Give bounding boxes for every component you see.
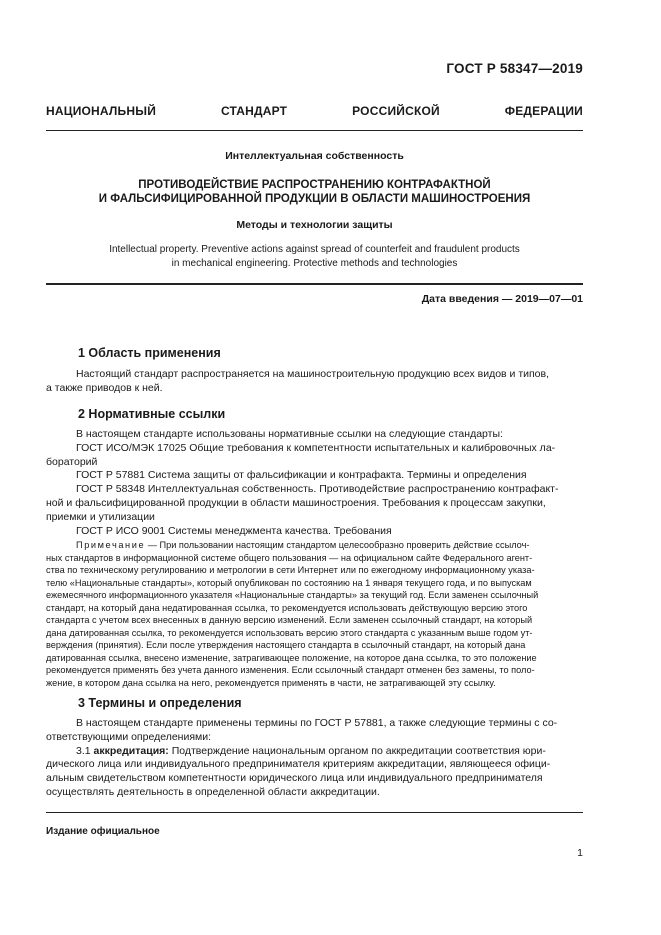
- text-line: ГОСТ ИСО/МЭК 17025 Общие требования к компетентности испытательных и калибровочных ла-: [76, 441, 556, 454]
- text-line: В настоящем стандарте использованы нормативные ссылки на следующие стандарты:: [76, 428, 503, 440]
- header-divider: [46, 130, 583, 131]
- text-line: а также приводов к ней.: [46, 381, 163, 394]
- document-subtitle: Методы и технологии защиты: [236, 219, 393, 231]
- term-name: аккредитация:: [93, 744, 169, 757]
- topic-heading: Интеллектуальная собственность: [225, 150, 404, 162]
- section-3-body: [46, 717, 583, 800]
- note-label: Примечание: [76, 540, 146, 550]
- section-1-heading: 1 Область применения: [78, 346, 221, 360]
- english-title: [46, 243, 583, 270]
- note-line: ства по техническому регулированию и метрологии в сети Интернет или по ежегодному информационному указа-: [46, 565, 535, 575]
- note-line: телю «Национальные стандарты», который опубликован по состоянию на 1 января текущего года, и по выпускам: [46, 577, 532, 588]
- note-line: верждения (принятия). Если после утверждения настоящего стандарта в ссылочный стандарт, на который дана: [46, 640, 526, 650]
- footer-divider: [46, 812, 583, 813]
- term-definition-text: Подтверждение национальным органом по аккредитации соответствия юри-: [168, 744, 546, 757]
- text-line: приемки и утилизации: [46, 510, 155, 523]
- document-title-line: ПРОТИВОДЕЙСТВИЕ РАСПРОСТРАНЕНИЮ КОНТРАФАКТНОЙ: [138, 179, 491, 191]
- text-line: ответствующими определениями:: [46, 730, 212, 743]
- note-line: стандарта с учетом всех внесенных в данную версию изменений. Если заменен ссылочный стандарт, на который: [46, 615, 533, 625]
- section-1-body: [46, 368, 583, 396]
- note-line: ных стандартов в информационной системе общего пользования — на официальном сайте Федерального агент-: [46, 552, 533, 563]
- english-title-line: in mechanical engineering. Protective methods and technologies: [171, 257, 458, 269]
- text-line: ГОСТ Р ИСО 9001 Системы менеджмента качества. Требования: [76, 524, 392, 537]
- text-line: ГОСТ Р 57881 Система защиты от фальсификации и контрафакта. Термины и определения: [76, 469, 527, 482]
- official-edition-label: Издание официальное: [46, 826, 160, 837]
- english-title-line: Intellectual property. Preventive actions against spread of counterfeit and fraudulent products: [109, 244, 520, 255]
- text-line: бораторий: [46, 455, 98, 468]
- text-line: ГОСТ Р 58348 Интеллектуальная собственность. Противодействие распространению контрафакт-: [76, 483, 559, 496]
- title-divider: [46, 283, 583, 285]
- national-standard-banner: НАЦИОНАЛЬНЫЙ СТАНДАРТ РОССИЙСКОЙ ФЕДЕРАЦИИ: [46, 104, 583, 118]
- section-2-heading: 2 Нормативные ссылки: [78, 407, 226, 421]
- note-line: рекомендуется применять без учета данного изменения. Если ссылочный стандарт отменен без замены, то поло-: [46, 665, 535, 675]
- term-definition-line: [46, 745, 583, 759]
- document-title: [46, 178, 583, 206]
- section-3-heading: 3 Термины и определения: [78, 696, 242, 710]
- note-line: стандарт, на который дана недатированная ссылка, то рекомендуется использовать действующую версию этого: [46, 602, 528, 613]
- note-line: дана датированная ссылка, то рекомендуется использовать версию этого стандарта с указанным выше годом ут-: [46, 627, 533, 638]
- document-title-line: И ФАЛЬСИФИЦИРОВАННОЙ ПРОДУКЦИИ В ОБЛАСТИ МАШИНОСТРОЕНИЯ: [98, 193, 531, 205]
- term-number: 3.1: [76, 744, 91, 757]
- text-line: В настоящем стандарте применены термины по ГОСТ Р 57881, а также следующие термины с со-: [76, 717, 558, 729]
- page-number: 1: [577, 847, 583, 859]
- section-2-note: [46, 539, 583, 689]
- text-line: ной и фальсифицированной продукции в области машиностроения. Требования к процессам закупки,: [46, 496, 546, 509]
- text-line: Настоящий стандарт распространяется на машиностроительную продукцию всех видов и типов,: [76, 368, 550, 380]
- note-line: жение, в котором дана ссылка на него, рекомендуется применять в части, не затрагивающей эту ссылку.: [46, 677, 496, 688]
- text-line: дического лица или индивидуального предпринимателя критериям аккредитации, являющееся офици-: [46, 758, 551, 771]
- note-line: ежемесячного информационного указателя «Национальные стандарты» за текущий год. Если заменен ссылочный: [46, 590, 539, 600]
- document-number: ГОСТ Р 58347—2019: [446, 61, 583, 76]
- introduction-date: Дата введения — 2019—07—01: [421, 293, 583, 305]
- text-line: осуществлять деятельность в определенной области аккредитации.: [46, 785, 380, 798]
- note-text: — При пользовании настоящим стандартом целесообразно проверить действие ссылоч-: [145, 540, 530, 550]
- text-line: альным свидетельством компетентности юридического лица или индивидуального предпринимателя: [46, 772, 543, 785]
- section-2-body: [46, 428, 583, 538]
- note-line: [46, 539, 583, 552]
- note-line: датированная ссылка, внесено изменение, затрагивающее положение, на которое дана ссылка, то это положение: [46, 652, 537, 663]
